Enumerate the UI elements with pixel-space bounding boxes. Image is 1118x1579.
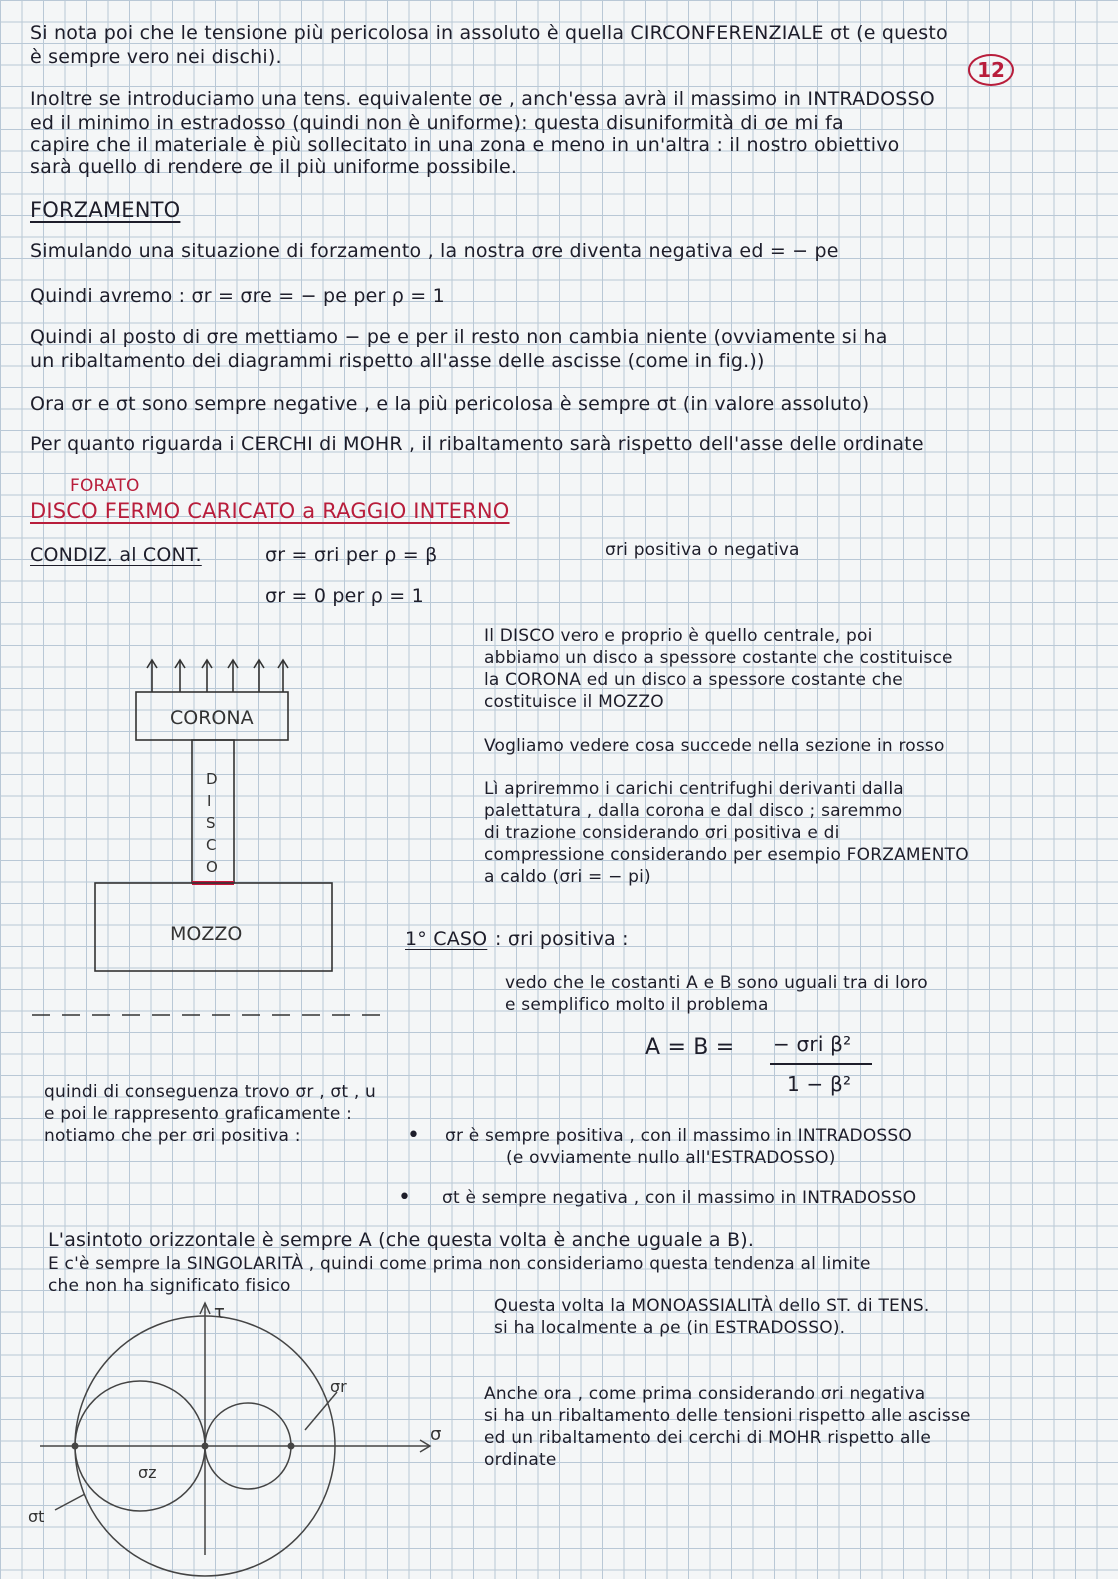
disco-letter-c: C — [206, 836, 217, 854]
explanation-line-1: Il DISCO vero e proprio è quello centrale, poi — [484, 626, 873, 646]
forzamento-line-3: Quindi al posto di σre mettiamo − pe e per il resto non cambia niente (ovviamente si ha — [30, 326, 888, 348]
explanation-line-8: di trazione considerando σri positiva e di — [484, 823, 840, 843]
final-line-4: ordinate — [484, 1450, 557, 1470]
mohr-diagram — [40, 1303, 430, 1576]
intro-line-5: capire che il materiale è più sollecitato in una zona e meno in un'altra : il nostro obiettivo — [30, 134, 900, 156]
explanation-line-9: compressione considerando per esempio FORZAMENTO — [484, 845, 969, 865]
intro-line-2: è sempre vero nei dischi). — [30, 46, 282, 68]
cond-label: CONDIZ. al CONT. — [30, 544, 202, 566]
explanation-line-6: Lì apriremmo i carichi centrifughi derivanti dalla — [484, 779, 904, 799]
forzamento-heading: FORZAMENTO — [30, 198, 181, 222]
forzamento-line-4: un ribaltamento dei diagrammi rispetto all'asse delle ascisse (come in fig.)) — [30, 350, 765, 372]
sigma-r-label: σr — [330, 1377, 347, 1396]
disco-letter-o: O — [206, 858, 218, 876]
disco-heading: DISCO FERMO CARICATO a RAGGIO INTERNO — [30, 499, 510, 523]
final-line-1: Anche ora , come prima considerando σri negativa — [484, 1384, 926, 1404]
disco-letter-d: D — [206, 770, 218, 788]
explanation-line-7: palettatura , dalla corona e dal disco ; saremmo — [484, 801, 903, 821]
final-line-3: ed un ribaltamento dei cerchi di MOHR rispetto alle — [484, 1428, 932, 1448]
corona-label: CORONA — [170, 707, 254, 729]
intro-line-4: ed il minimo in estradosso (quindi non è uniforme): questa disuniformità di σe mi fa — [30, 112, 844, 134]
load-arrows — [147, 660, 288, 692]
closing-line-1: L'asintoto orizzontale è sempre A (che questa volta è anche uguale a B). — [48, 1229, 755, 1251]
page-number: 12 — [968, 54, 1014, 86]
forato-note: FORATO — [70, 476, 140, 496]
forzamento-line-5: Ora σr e σt sono sempre negative , e la più pericolosa è sempre σt (in valore assoluto) — [30, 393, 870, 415]
formula-denominator: 1 − β² — [787, 1072, 852, 1096]
tau-label: τ — [214, 1302, 225, 1323]
mono-line-1: Questa volta la MONOASSIALITÀ dello ST. di TENS. — [494, 1296, 930, 1316]
bullet-dot-1: • — [407, 1123, 421, 1148]
caso1-line-1: vedo che le costanti A e B sono uguali tra di loro — [505, 973, 928, 993]
caso1-text: : σri positiva : — [495, 928, 629, 950]
final-line-2: si ha un ribaltamento delle tensioni rispetto alle ascisse — [484, 1406, 971, 1426]
explanation-line-10: a caldo (σri = − pi) — [484, 867, 651, 887]
explanation-line-3: la CORONA ed un disco a spessore costante che — [484, 670, 903, 690]
sigma-z-label: σz — [138, 1463, 157, 1482]
forzamento-line-2: Quindi avremo : σr = σre = − pe per ρ = 1 — [30, 285, 445, 307]
intro-line-3: Inoltre se introduciamo una tens. equivalente σe , anch'essa avrà il massimo in INTRADOSSO — [30, 88, 935, 110]
disco-letter-s: S — [206, 814, 216, 832]
mozzo-label: MOZZO — [170, 923, 243, 945]
bullet-1: σr è sempre positiva , con il massimo in INTRADOSSO — [445, 1126, 912, 1146]
sigma-t-label: σt — [28, 1507, 45, 1526]
cond-1-note: σri positiva o negativa — [605, 540, 800, 560]
disco-letter-i: I — [207, 792, 212, 810]
bullet-2: σt è sempre negativa , con il massimo in INTRADOSSO — [442, 1188, 917, 1208]
formula-numerator: − σri β² — [773, 1032, 852, 1056]
mono-line-2: si ha localmente a ρe (in ESTRADOSSO). — [494, 1318, 846, 1338]
bullet-1-cont: (e ovviamente nullo all'ESTRADOSSO) — [506, 1148, 836, 1168]
cond-2: σr = 0 per ρ = 1 — [265, 585, 424, 607]
conseguenza-line-1: quindi di conseguenza trovo σr , σt , u — [44, 1082, 377, 1102]
forzamento-line-1: Simulando una situazione di forzamento , la nostra σre diventa negativa ed = − pe — [30, 240, 839, 262]
bullet-dot-2: • — [398, 1185, 412, 1210]
caso1-label: 1° CASO — [405, 928, 488, 950]
cond-1: σr = σri per ρ = β — [265, 544, 438, 566]
explanation-line-4: costituisce il MOZZO — [484, 692, 664, 712]
caso1-line-2: e semplifico molto il problema — [505, 995, 769, 1015]
conseguenza-line-2: e poi le rappresento graficamente : — [44, 1104, 353, 1124]
forzamento-line-6: Per quanto riguarda i CERCHI di MOHR , il ribaltamento sarà rispetto dell'asse delle ordinate — [30, 433, 924, 455]
formula-lhs: A = B = — [645, 1035, 735, 1060]
intro-line-1: Si nota poi che le tensione più pericolosa in assoluto è quella CIRCONFERENZIALE σt (e questo — [30, 22, 948, 44]
conseguenza-line-3: notiamo che per σri positiva : — [44, 1126, 301, 1146]
sigma-axis-label: σ — [430, 1424, 442, 1445]
closing-line-2: E c'è sempre la SINGOLARITÀ , quindi come prima non consideriamo questa tendenza al limite — [48, 1254, 871, 1274]
explanation-line-2: abbiamo un disco a spessore costante che costituisce — [484, 648, 953, 668]
intro-line-6: sarà quello di rendere σe il più uniforme possibile. — [30, 156, 518, 178]
explanation-line-5: Vogliamo vedere cosa succede nella sezione in rosso — [484, 736, 945, 756]
closing-line-3: che non ha significato fisico — [48, 1276, 291, 1296]
